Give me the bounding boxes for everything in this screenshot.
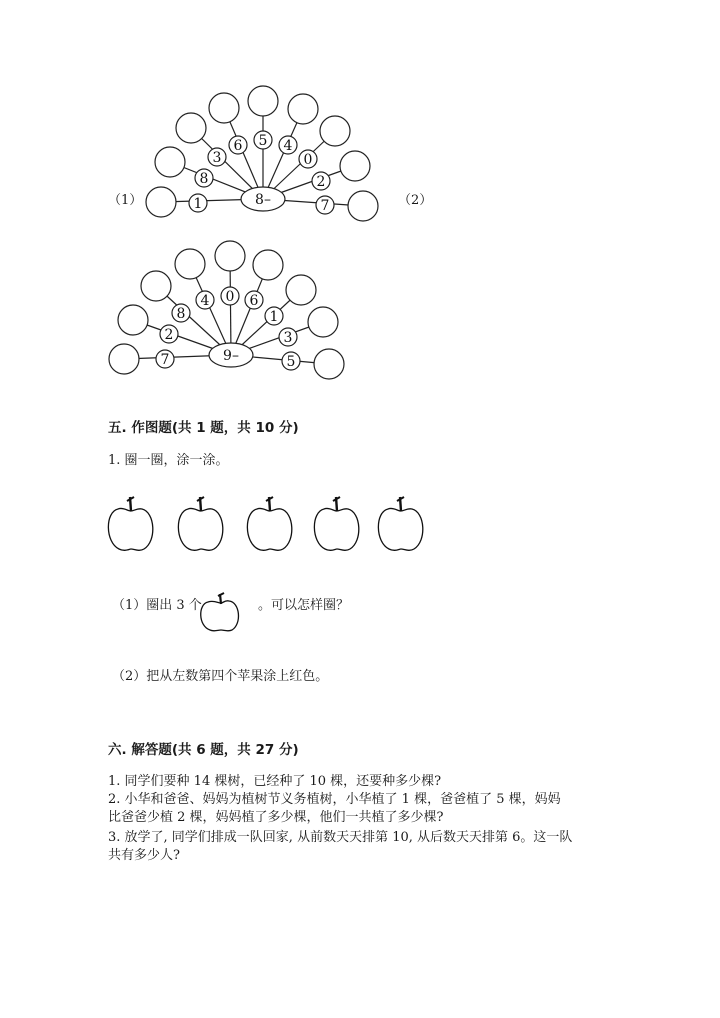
fan-diagram-2 — [0, 0, 720, 420]
sub-question-1-end: 。可以怎样圈？ — [258, 598, 350, 613]
number-label: 5 — [286, 354, 296, 370]
number-label: 6 — [249, 293, 259, 309]
number-label: 8 — [199, 171, 209, 187]
answer-blank-circle[interactable] — [175, 249, 205, 279]
number-label: 3 — [212, 150, 222, 166]
answer-blank-circle[interactable] — [286, 275, 316, 305]
apple-inline-icon — [196, 590, 246, 640]
answer-blank-circle[interactable] — [141, 271, 171, 301]
answer-blank-circle[interactable] — [253, 250, 283, 280]
number-label: 4 — [283, 138, 293, 154]
sub-question-1-start: （1）圈出 3 个 — [112, 598, 202, 613]
center-label: 8– — [255, 192, 271, 208]
number-label: 5 — [258, 133, 268, 149]
sub-question-2: （2）把从左数第四个苹果涂上红色。 — [112, 669, 329, 684]
apple-outline[interactable] — [247, 508, 291, 550]
number-label: 0 — [225, 289, 235, 305]
number-label: 2 — [164, 327, 174, 343]
section-5-title: 五. 作图题(共 1 题，共 10 分) — [108, 420, 299, 436]
apple-row — [0, 495, 720, 575]
answer-blank-circle[interactable] — [308, 307, 338, 337]
answer-line-3: 比爸爸少植 2 棵，妈妈植了多少棵，他们一共植了多少棵? — [108, 810, 444, 825]
answer-line-1: 1. 同学们要种 14 棵树，已经种了 10 棵，还要种多少棵? — [108, 774, 442, 789]
number-label: 6 — [233, 138, 243, 154]
number-label: 2 — [316, 174, 326, 190]
answer-blank-circle[interactable] — [215, 241, 245, 271]
number-label: 1 — [193, 196, 203, 212]
diagram-1-label: （1） — [108, 193, 143, 208]
number-label: 3 — [283, 330, 293, 346]
answer-blank-circle[interactable] — [118, 305, 148, 335]
answer-line-5: 共有多少人? — [108, 848, 180, 863]
number-label: 1 — [269, 309, 279, 325]
number-label: 0 — [303, 152, 313, 168]
number-label: 8 — [176, 306, 186, 322]
apple-outline[interactable] — [314, 508, 358, 550]
section-6-title: 六. 解答题(共 6 题，共 27 分) — [108, 742, 299, 758]
apple-outline[interactable] — [108, 508, 152, 550]
diagram-2-label: （2） — [398, 193, 433, 208]
center-label: 9– — [223, 348, 239, 364]
section-5-question-1: 1. 圈一圈，涂一涂。 — [108, 453, 229, 468]
number-label: 4 — [200, 293, 210, 309]
number-label: 7 — [320, 198, 330, 214]
apple-outline[interactable] — [178, 508, 222, 550]
number-label: 7 — [160, 352, 170, 368]
answer-blank-circle[interactable] — [314, 349, 344, 379]
apple-outline[interactable] — [378, 508, 422, 550]
answer-blank-circle[interactable] — [109, 344, 139, 374]
answer-line-2: 2. 小华和爸爸、妈妈为植树节义务植树，小华植了 1 棵，爸爸植了 5 棵，妈妈 — [108, 792, 561, 807]
answer-line-4: 3. 放学了, 同学们排成一队回家, 从前数天天排第 10, 从后数天天排第 6。这一队 — [108, 830, 573, 845]
